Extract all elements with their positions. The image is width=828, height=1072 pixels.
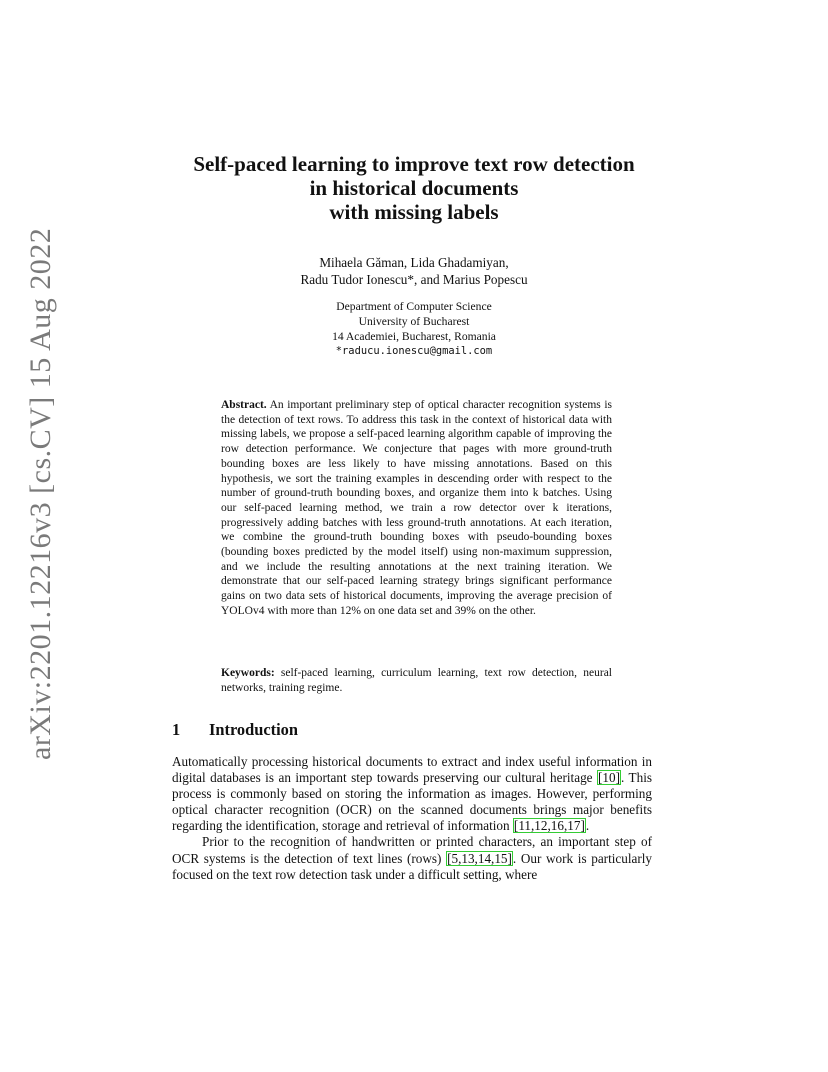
section-heading	[172, 720, 298, 740]
paragraph-text: . This process is commonly based on storing the information as images. However, performing optical character recognition (OCR) on the scanned documents brings major benefits regarding the identification, storage and retrieval of information	[172, 770, 652, 834]
introduction-body	[172, 754, 652, 883]
citation-link[interactable]: [10]	[598, 770, 620, 786]
author-line: Radu Tudor Ionescu*, and Marius Popescu	[300, 272, 528, 287]
author-line: Mihaela Găman, Lida Ghadamiyan,	[319, 255, 509, 270]
paragraph-text: .	[585, 818, 590, 834]
title-line: with missing labels	[329, 200, 499, 224]
section-number: 1	[172, 720, 181, 739]
keywords	[221, 666, 612, 695]
keywords-label: Keywords:	[221, 667, 275, 679]
citation-link[interactable]: [5,13,14,15]	[447, 850, 512, 866]
abstract	[221, 398, 612, 619]
title-line: in historical documents	[309, 176, 519, 200]
paragraph	[172, 834, 652, 882]
paper-title	[134, 152, 694, 224]
paragraph-text: . Our work is particularly focused on the text row detection task under a difficult setting, where	[172, 850, 653, 882]
affiliation-line: Department of Computer Science	[336, 300, 492, 313]
affiliation-line: 14 Academiei, Bucharest, Romania	[332, 330, 496, 343]
keywords-text: self-paced learning, curriculum learning, text row detection, neural networks, training regime.	[221, 667, 612, 694]
arxiv-identifier[interactable]: arXiv:2201.12216v3 [cs.CV] 15 Aug 2022	[24, 227, 57, 760]
affiliation-line: University of Bucharest	[358, 315, 470, 328]
affiliation	[134, 299, 694, 359]
title-line: Self-paced learning to improve text row detection	[193, 152, 635, 176]
citation-link[interactable]: [11,12,16,17]	[513, 818, 585, 834]
abstract-label: Abstract.	[221, 399, 267, 411]
section-title: Introduction	[209, 720, 298, 739]
abstract-text: An important preliminary step of optical character recognition systems is the detection of text rows. To address this task in the context of historical data with missing labels, we propose a self-paced learning algorithm capable of improving the row detection performance. We conjecture that pages with more ground-truth bounding boxes are less likely to have missing annotations. Based on this hypothesis, we sort the training examples in descending order with respect to the number of ground-truth bounding boxes, and organize them into k batches. Using our self-paced learning method, we train a row detector over k iterations, progressively adding batches with less ground-truth annotations. At each iteration, we combine the ground-truth bounding boxes with pseudo-bounding boxes (bounding boxes predicted by the model itself) using non-maximum suppression, and we include the resulting annotations at the next training iteration. We demonstrate that our self-paced learning strategy brings significant performance gains on two data sets of historical documents, improving the average precision of YOLOv4 with more than 12% on one data set and 39% on the other.	[221, 399, 612, 617]
paragraph-text: Automatically processing historical documents to extract and index useful information in digital databases is an important step towards preserving our cultural heritage	[172, 754, 652, 786]
paragraph	[172, 754, 652, 834]
contact-email[interactable]: *raducu.ionescu@gmail.com	[335, 345, 493, 357]
paragraph-text: Prior to the recognition of handwritten or printed characters, an important step of OCR systems is the detection of text lines (rows)	[172, 834, 652, 866]
author-list	[134, 254, 694, 288]
